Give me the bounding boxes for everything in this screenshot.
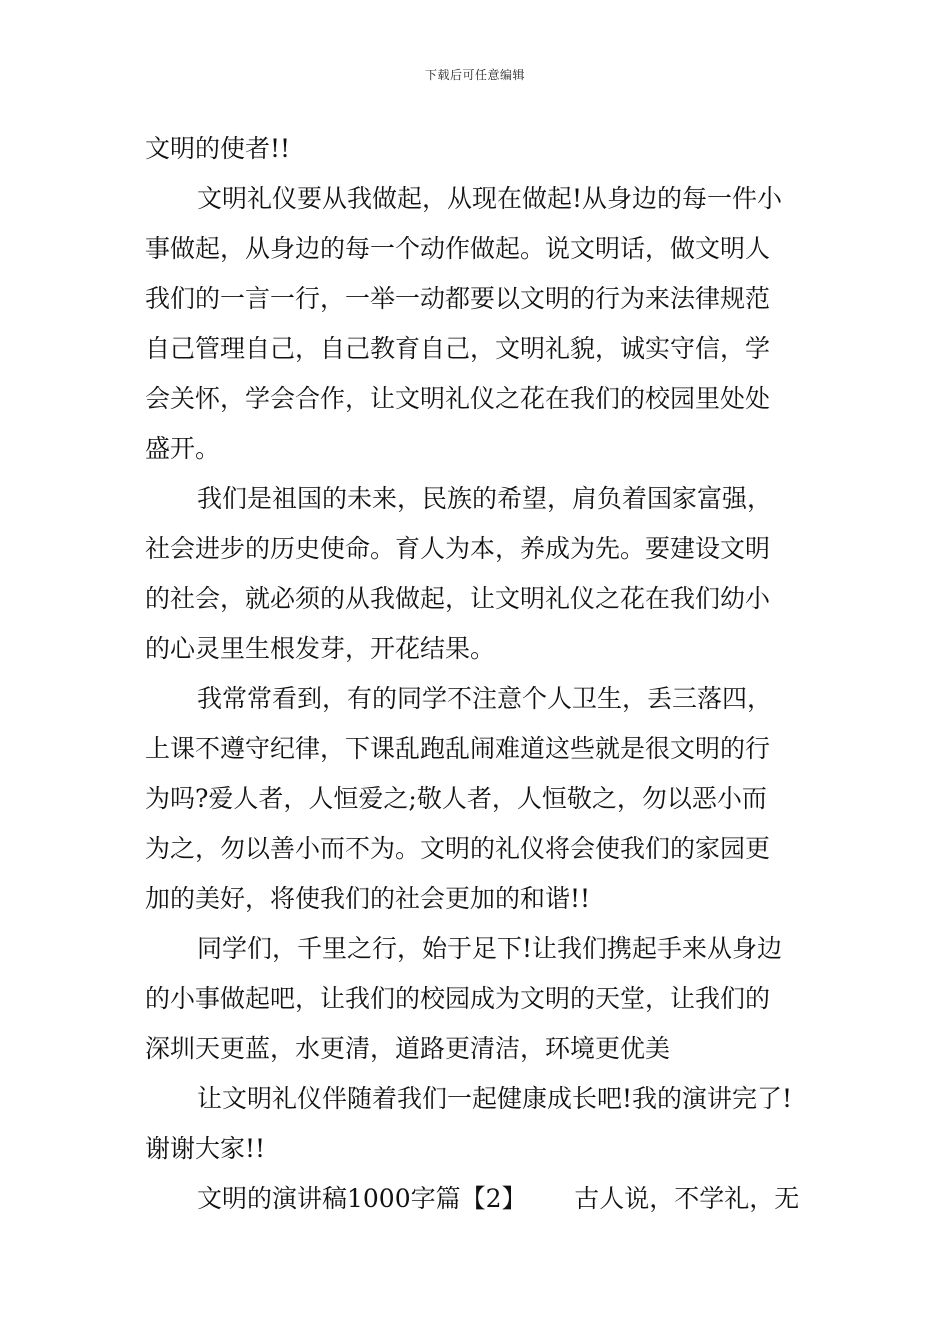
text-line: 自己管理自己，自己教育自己，文明礼貌，诚实守信，学: [145, 334, 771, 363]
text-line: 为之，勿以善小而不为。文明的礼仪将会使我们的家园更: [145, 834, 771, 863]
text-line: 为吗?爱人者，人恒爱之;敬人者，人恒敬之，勿以恶小而: [145, 784, 767, 813]
text-line: 的社会，就必须的从我做起，让文明礼仪之花在我们幼小: [145, 584, 771, 613]
text-line: 文明礼仪要从我做起，从现在做起!从身边的每一件小: [197, 184, 783, 213]
text-line: 让文明礼仪伴随着我们一起健康成长吧!我的演讲完了!: [197, 1084, 793, 1113]
text-line: 的小事做起吧，让我们的校园成为文明的天堂，让我们的: [145, 984, 771, 1013]
text-line: 深圳天更蓝，水更清，道路更清洁，环境更优美: [145, 1034, 671, 1063]
page-header: 下载后可任意编辑: [424, 68, 525, 82]
text-line: 谢谢大家!!: [145, 1134, 266, 1163]
text-line: 会关怀，学会合作，让文明礼仪之花在我们的校园里处处: [145, 384, 771, 413]
text-line: 事做起，从身边的每一个动作做起。说文明话，做文明人: [145, 234, 771, 263]
text-line: 社会进步的历史使命。育人为本，养成为先。要建设文明: [145, 534, 771, 563]
text-line: 文明的使者!!: [145, 134, 291, 163]
document-body: [145, 124, 810, 1224]
text-line: 盛开。: [145, 434, 221, 463]
text-line: 同学们，千里之行，始于足下!让我们携起手来从身边: [197, 934, 783, 963]
text-line: 文明的演讲稿1000字篇【2】 古人说，不学礼，无: [197, 1184, 800, 1213]
text-line: 我们的一言一行，一举一动都要以文明的行为来法律规范: [145, 284, 771, 313]
text-line: 我常常看到，有的同学不注意个人卫生，丢三落四，: [197, 684, 773, 713]
text-line: 上课不遵守纪律，下课乱跑乱闹难道这些就是很文明的行: [145, 734, 771, 763]
text-line: 的心灵里生根发芽，开花结果。: [145, 634, 496, 663]
text-line: 我们是祖国的未来，民族的希望，肩负着国家富强，: [197, 484, 773, 513]
text-line: 加的美好，将使我们的社会更加的和谐!!: [145, 884, 591, 913]
